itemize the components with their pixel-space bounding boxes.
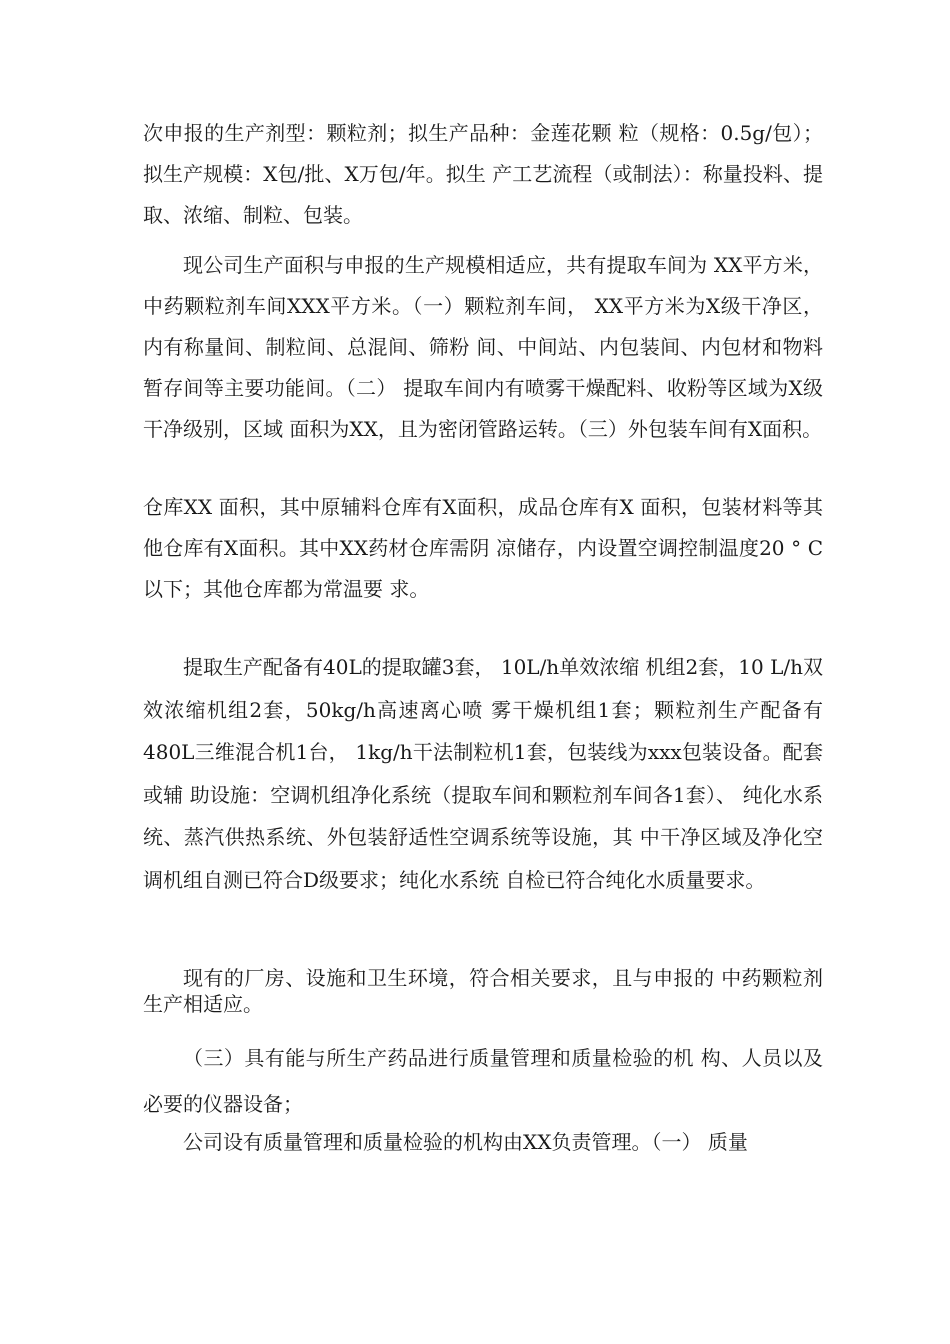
- paragraph-equipment: 提取生产配备有40L的提取罐3套， 10L/h单效浓缩 机组2套，10 L/h双效浓缩机组2套，50kg/h高速离心喷 雾干燥机组1套；颗粒剂生产配备有480L三维混合机1台， 1kg/h干法制粒机1套，包装线为xxx包装设备。配套或辅 助设施：空调机组净化系统（提取车间和颗粒剂车间各1套）、 纯化水系统、蒸汽供热系统、外包装舒适性空调系统等设施，其 中干净区域及净化空调机组自测已符合D级要求；纯化水系统 自检已符合纯化水质量要求。: [143, 655, 823, 892]
- paragraph-section-heading-quality: （三）具有能与所生产药品进行质量管理和质量检验的机 构、人员以及必要的仪器设备；: [143, 1046, 823, 1116]
- paragraph-dosage-form: 次申报的生产剂型：颗粒剂；拟生产品种：金莲花颗 粒（规格：0.5g/包）；拟生产规模：X包/批、X万包/年。拟生 产工艺流程（或制法）：称量投料、提取、浓缩、制粒、包装。: [143, 121, 823, 227]
- paragraph-facility-compliance: 现有的厂房、设施和卫生环境，符合相关要求，且与申报的 中药颗粒剂生产相适应。: [143, 966, 823, 1016]
- paragraph-warehouse: 仓库XX 面积，其中原辅料仓库有X面积，成品仓库有X 面积，包装材料等其他仓库有X面积。其中XX药材仓库需阴 凉储存，内设置空调控制温度20 ° C以下；其他仓库都为常温要 求。: [143, 495, 823, 601]
- paragraph-production-area: 现公司生产面积与申报的生产规模相适应，共有提取车间为 XX平方米，中药颗粒剂车间XXX平方米。（一）颗粒剂车间， XX平方米为X级干净区，内有称量间、制粒间、总混间、筛粉 间、中间站、内包装间、内包材和物料暂存间等主要功能间。（二） 提取车间内有喷雾干燥配料、收粉等区域为X级干净级别，区域 面积为XX，且为密闭管路运转。（三）外包装车间有X面积。: [143, 253, 823, 441]
- paragraph-quality-management: 公司设有质量管理和质量检验的机构由XX负责管理。（一） 质量: [183, 1130, 748, 1154]
